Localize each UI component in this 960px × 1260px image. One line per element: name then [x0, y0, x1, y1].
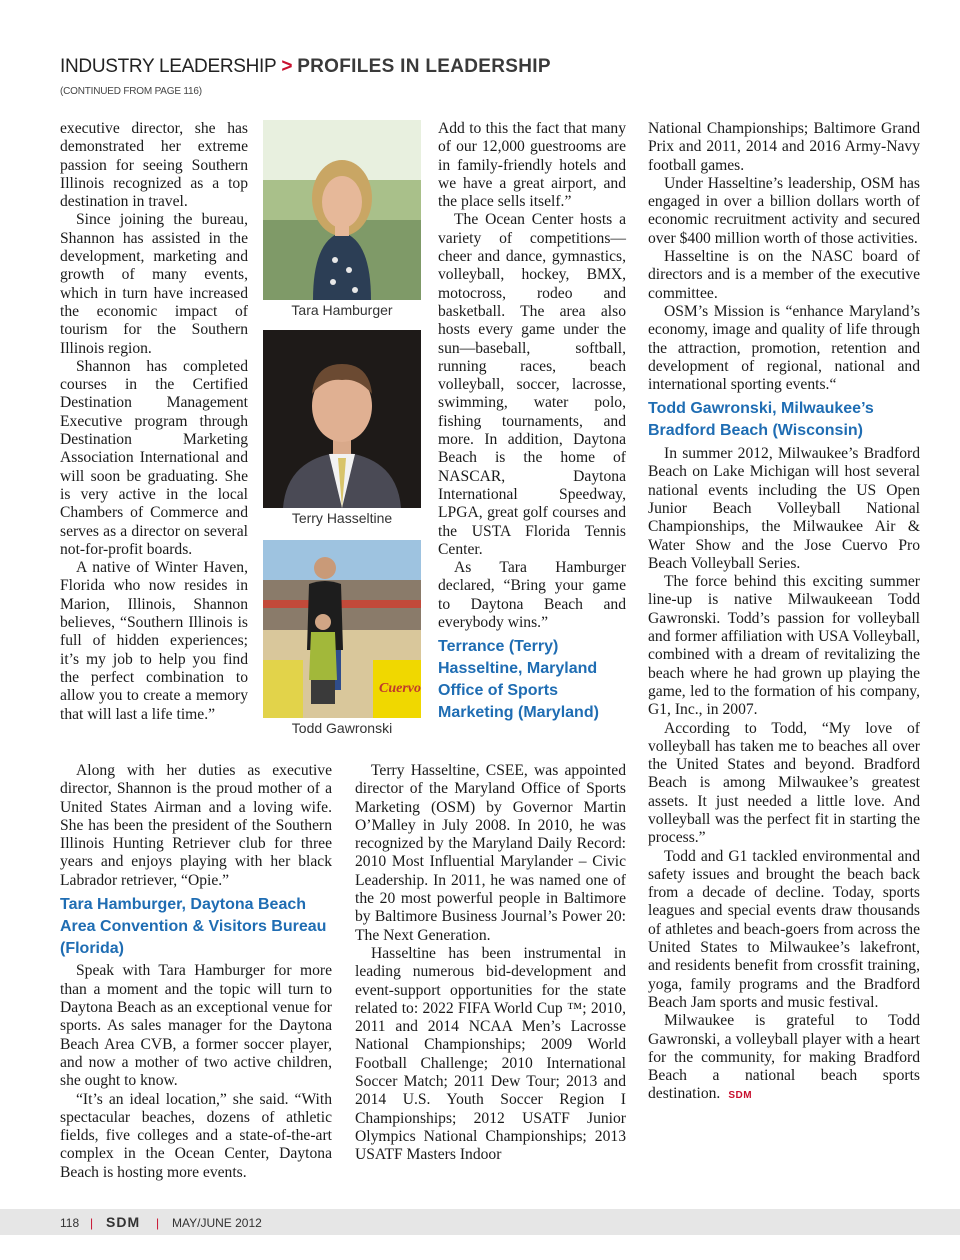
section-label: INDUSTRY LEADERSHIP: [60, 56, 277, 77]
page-number: 118: [60, 1216, 80, 1230]
final-paragraph-text: Milwaukee is grateful to Todd Gawronski, a volleyball player with a heart for the community, for making Bradford Beach a national beach sports destination.: [648, 1012, 920, 1103]
paragraph: OSM’s Mission is “enhance Maryland’s economy, image and quality of life through the attraction, promotion, retention and development of regional, national and international sporting events.“: [648, 302, 920, 394]
paragraph: [648, 1012, 920, 1105]
portrait-man-icon: [263, 330, 421, 508]
end-mark: SDM: [728, 1090, 753, 1102]
column-1: [60, 120, 248, 724]
section-header: [60, 56, 551, 78]
profile-heading-todd: Todd Gawronski, Milwaukee’s Bradford Beach (Wisconsin): [648, 400, 874, 440]
photo-todd-gawronski: [263, 540, 421, 736]
column-3-bottom: [355, 762, 626, 1165]
paragraph: Add to this the fact that many of our 12,000 guestrooms are in family-friendly hotels and we have a great airport, and the place sells itself.”: [438, 120, 626, 211]
footer-logo: SDM: [106, 1214, 141, 1230]
page-footer: [0, 1209, 960, 1235]
photo-caption: Todd Gawronski: [291, 720, 393, 736]
photo-terry-hasseltine: [263, 330, 421, 526]
paragraph: The force behind this exciting summer line-up is native Milwaukeean Todd Gawronski. Todd’s passion for volleyball and former affiliation with USA Volleyball, combined with a dream of revitalizing the beach where he had grown up playing the game, led to the formation of his company, G1, Inc., in 2007.: [648, 573, 920, 719]
photo-tara-hamburger: [263, 120, 421, 318]
paragraph: A native of Winter Haven, Florida who now resides in Marion, Illinois, Shannon believes, “Southern Illinois is full of hidden experiences; it’s my job to help you find the perfect combination to allow you to create a memory that will last a life time.”: [60, 559, 248, 723]
column-3: [438, 120, 626, 727]
portrait-woman-icon: [263, 120, 421, 300]
paragraph: The Ocean Center hosts a variety of competitions—cheer and dance, gymnastics, volleyball, hockey, BMX, motocross, rodeo and basketball. The area also hosts every game under the sun—baseball, softball, running races, beach volleyball, soccer, lacrosse, swimming, water polo, fishing tournaments, and more. In addition, Daytona Beach is the home of NASCAR, Daytona International Speedway, LPGA, great golf courses and the USTA Florida Tennis Center.: [438, 211, 626, 558]
banner-text: Cuervo: [379, 681, 421, 696]
paragraph: In summer 2012, Milwaukee’s Bradford Beach on Lake Michigan will host several national events including the US Open Junior Beach Volleyball National Championships, the Milwaukee Air & Water Show and the Jose Cuervo Pro Beach Volleyball Series.: [648, 445, 920, 572]
paragraph: Hasseltine has been instrumental in leading numerous bid-development and event-support opportunities for the state related to: 2022 FIFA World Cup ™; 2010, 2011 and 2014 NCAA Men’s Lacrosse National Championships; 2009 World Football Challenge; 2010 International Soccer Match; 2011 Dew Tour; 2013 and 2014 U.S. Youth Soccer Region I Championships; 2012 USATF Junior Olympics National Championships; 2013 USATF Masters Indoor: [355, 944, 626, 1164]
paragraph: Todd and G1 tackled environmental and safety issues and brought the beach back from a decade of decline. Today, sports leagues and special events draw thousands of athletes and beach-goers from across the United States to Milwaukee’s lakefront, and residents benefit from crossfit training, yoga, family programs and the Bradford Beach Jam sports and music festival.: [648, 847, 920, 1011]
paragraph: Since joining the bureau, Shannon has assisted in the development, marketing and growth of many events, which in turn have increased the economic impact of tourism for the Southern Illinois region.: [60, 211, 248, 357]
paragraph: Shannon has completed courses in the Certified Destination Management Executive program through Destination Marketing Association International and will soon be graduating. She is very active in the local Chambers of Commerce and serves as a director on several not-for-profit boards.: [60, 357, 248, 558]
paragraph: As Tara Hamburger declared, “Bring your game to Daytona Beach and everybody wins.”: [438, 559, 626, 632]
header-separator: >: [281, 56, 293, 77]
paragraph: Terry Hasseltine, CSEE, was appointed director of the Maryland Office of Sports Marketing (OSM) by Governor Martin O’Malley in July 2008. In 2010, he was recognized by the Maryland Daily Record: 2010 Most Influential Marylander – Civic Leadership. In 2011, he was named one of the 20 most powerful people in Baltimore by Baltimore Business Journal’s Power 20: The Next Generation.: [355, 762, 626, 944]
profile-heading-tara: Tara Hamburger, Daytona Beach Area Convention & Visitors Bureau (Florida): [60, 896, 327, 957]
paragraph: Under Hasseltine’s leadership, OSM has engaged in over a billion dollars worth of economic recruitment activity and secured over $400 million worth of those activities.: [648, 174, 920, 247]
paragraph: Hasseltine is on the NASC board of directors and is a member of the executive committee.: [648, 248, 920, 302]
footer-divider: |: [90, 1216, 94, 1230]
paragraph: Along with her duties as executive director, Shannon is the proud mother of a United States Airman and a loving wife. She has been the president of the Southern Illinois Hunting Retriever club for three years and enjoys playing with her black Labrador retriever, “Opie.”: [60, 762, 332, 889]
continued-note: (CONTINUED FROM PAGE 116): [60, 86, 202, 97]
footer-divider: |: [156, 1216, 160, 1230]
issue-date: MAY/JUNE 2012: [172, 1216, 262, 1230]
column-1-bottom: [60, 762, 332, 1182]
profile-heading-terry: Terrance (Terry) Hasseltine, Maryland Office of Sports Marketing (Maryland): [438, 638, 599, 721]
paragraph: National Championships; Baltimore Grand Prix and 2011, 2014 and 2016 Army-Navy football games.: [648, 120, 920, 174]
beach-volleyball-photo-icon: [263, 540, 421, 718]
paragraph: executive director, she has demonstrated her extreme passion for seeing Southern Illinois recognized as a top destination in travel.: [60, 120, 248, 211]
paragraph: “It’s an ideal location,” she said. “With spectacular beaches, dozens of athletic fields, five colleges and a state-of-the-art complex in the Ocean Center, Daytona Beach is hosting more events.: [60, 1090, 332, 1181]
paragraph: According to Todd, “My love of volleyball has taken me to beaches all over the United States and beyond. Bradford Beach is among Milwaukee’s greatest assets. It just needed a little love. And volleyball was the perfect fit in starting the process.”: [648, 719, 920, 847]
paragraph: Speak with Tara Hamburger for more than a moment and the topic will turn to Daytona Beach as an exceptional venue for sports. As sales manager for the Daytona Beach Area CVB, a former soccer player, and now a mother of two active children, she ought to know.: [60, 962, 332, 1090]
column-4: [648, 120, 920, 1106]
photo-caption: Terry Hasseltine: [291, 510, 393, 526]
photo-caption: Tara Hamburger: [291, 302, 393, 318]
subsection-label: PROFILES IN LEADERSHIP: [297, 56, 551, 77]
